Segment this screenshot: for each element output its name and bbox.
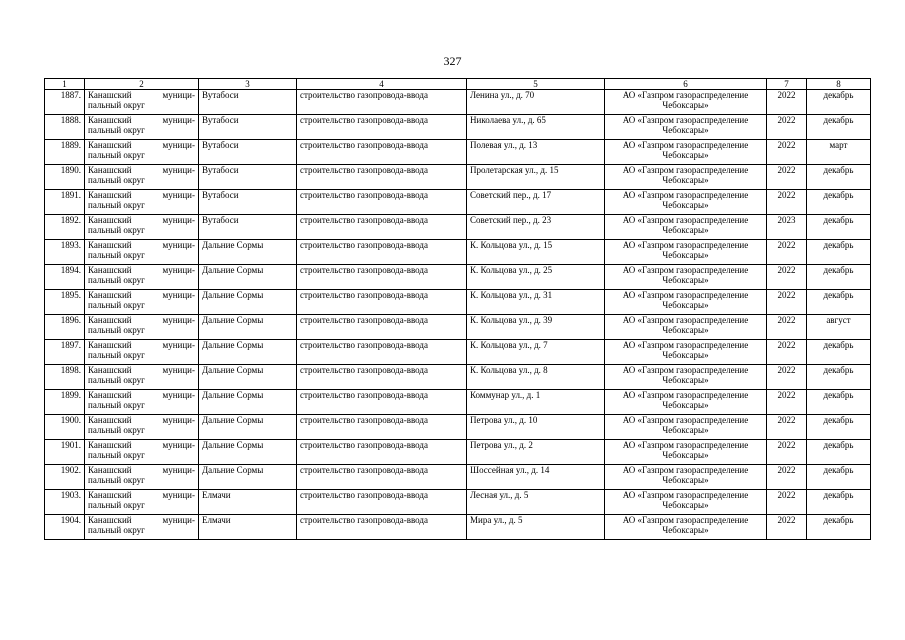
organization-cell [605,490,767,515]
settlement-cell: Вутабоси [199,115,297,140]
organization-line-1: АО «Газпром газораспределение [622,290,749,300]
table-row [45,240,871,265]
settlement-cell: Елмачи [199,515,297,540]
district-suffix: пальный округ [88,200,145,210]
row-number: 1898. [45,365,85,390]
table-row [45,215,871,240]
year-cell: 2022 [767,390,807,415]
district-suffix: пальный округ [88,525,145,535]
organization-cell [605,265,767,290]
organization-cell [605,515,767,540]
address-cell: К. Кольцова ул., д. 7 [467,340,605,365]
table-row [45,115,871,140]
district-cell [85,90,199,115]
district-suffix: пальный округ [88,275,145,285]
settlement-cell: Елмачи [199,490,297,515]
district-hyphen-part: муници- [162,90,195,100]
district-name: Канашский [88,265,132,275]
district-cell [85,165,199,190]
row-number: 1890. [45,165,85,190]
organization-line-2: Чебоксары» [662,150,709,160]
district-cell [85,365,199,390]
table-row [45,440,871,465]
month-cell: август [807,315,871,340]
address-cell: Советский пер., д. 17 [467,190,605,215]
organization-line-2: Чебоксары» [662,475,709,485]
year-cell: 2022 [767,190,807,215]
work-type-cell: строительство газопровода-ввода [297,315,467,340]
header-cell: 4 [297,79,467,90]
header-cell: 3 [199,79,297,90]
district-name: Канашский [88,190,132,200]
district-suffix: пальный округ [88,350,145,360]
district-suffix: пальный округ [88,100,145,110]
organization-line-2: Чебоксары» [662,200,709,210]
work-type-cell: строительство газопровода-ввода [297,140,467,165]
year-cell: 2022 [767,365,807,390]
district-hyphen-part: муници- [162,515,195,525]
address-cell: Советский пер., д. 23 [467,215,605,240]
organization-line-1: АО «Газпром газораспределение [622,265,749,275]
district-cell [85,415,199,440]
district-suffix: пальный округ [88,125,145,135]
organization-line-2: Чебоксары» [662,350,709,360]
organization-line-2: Чебоксары» [662,275,709,285]
header-cell: 5 [467,79,605,90]
settlement-cell: Вутабоси [199,90,297,115]
organization-line-1: АО «Газпром газораспределение [622,315,749,325]
organization-cell [605,215,767,240]
month-cell: декабрь [807,465,871,490]
organization-line-1: АО «Газпром газораспределение [622,215,749,225]
table-row [45,165,871,190]
header-cell: 8 [807,79,871,90]
table-row [45,365,871,390]
work-type-cell: строительство газопровода-ввода [297,115,467,140]
row-number: 1900. [45,415,85,440]
month-cell: декабрь [807,440,871,465]
year-cell: 2023 [767,215,807,240]
district-cell [85,215,199,240]
year-cell: 2022 [767,90,807,115]
settlement-cell: Дальние Сормы [199,365,297,390]
organization-line-1: АО «Газпром газораспределение [622,190,749,200]
district-cell [85,115,199,140]
district-hyphen-part: муници- [162,340,195,350]
address-cell: Пролетарская ул., д. 15 [467,165,605,190]
district-cell [85,340,199,365]
organization-cell [605,415,767,440]
table-row [45,490,871,515]
district-name: Канашский [88,490,132,500]
organization-line-1: АО «Газпром газораспределение [622,515,749,525]
year-cell: 2022 [767,240,807,265]
table-row [45,315,871,340]
work-type-cell: строительство газопровода-ввода [297,290,467,315]
settlement-cell: Дальние Сормы [199,290,297,315]
organization-line-2: Чебоксары» [662,125,709,135]
row-number: 1894. [45,265,85,290]
organization-cell [605,90,767,115]
work-type-cell: строительство газопровода-ввода [297,390,467,415]
organization-line-1: АО «Газпром газораспределение [622,415,749,425]
year-cell: 2022 [767,415,807,440]
district-name: Канашский [88,515,132,525]
organization-cell [605,290,767,315]
month-cell: декабрь [807,90,871,115]
district-cell [85,240,199,265]
district-suffix: пальный округ [88,375,145,385]
header-row [45,79,871,90]
organization-line-2: Чебоксары» [662,400,709,410]
organization-cell [605,390,767,415]
header-cell: 7 [767,79,807,90]
district-hyphen-part: муници- [162,390,195,400]
month-cell: декабрь [807,415,871,440]
district-hyphen-part: муници- [162,215,195,225]
district-cell [85,465,199,490]
table-row [45,340,871,365]
district-hyphen-part: муници- [162,115,195,125]
district-name: Канашский [88,90,132,100]
row-number: 1901. [45,440,85,465]
page-number: 327 [443,54,462,68]
year-cell: 2022 [767,315,807,340]
row-number: 1892. [45,215,85,240]
row-number: 1891. [45,190,85,215]
settlement-cell: Дальние Сормы [199,315,297,340]
month-cell: декабрь [807,165,871,190]
organization-line-2: Чебоксары» [662,525,709,535]
organization-line-1: АО «Газпром газораспределение [622,365,749,375]
address-cell: Лесная ул., д. 5 [467,490,605,515]
organization-line-2: Чебоксары» [662,175,709,185]
year-cell: 2022 [767,165,807,190]
settlement-cell: Вутабоси [199,190,297,215]
table-row [45,265,871,290]
organization-line-2: Чебоксары» [662,250,709,260]
organization-line-2: Чебоксары» [662,100,709,110]
table-row [45,465,871,490]
district-cell [85,190,199,215]
address-cell: Коммунар ул., д. 1 [467,390,605,415]
district-suffix: пальный округ [88,400,145,410]
settlement-cell: Вутабоси [199,140,297,165]
month-cell: декабрь [807,215,871,240]
row-number: 1887. [45,90,85,115]
district-suffix: пальный округ [88,175,145,185]
address-cell: Шоссейная ул., д. 14 [467,465,605,490]
row-number: 1888. [45,115,85,140]
district-suffix: пальный округ [88,500,145,510]
year-cell: 2022 [767,265,807,290]
month-cell: март [807,140,871,165]
month-cell: декабрь [807,340,871,365]
table-row [45,515,871,540]
district-cell [85,290,199,315]
organization-cell [605,140,767,165]
district-suffix: пальный округ [88,150,145,160]
header-cell: 1 [45,79,85,90]
settlement-cell: Вутабоси [199,215,297,240]
organization-cell [605,440,767,465]
address-cell: Ленина ул., д. 70 [467,90,605,115]
address-cell: К. Кольцова ул., д. 25 [467,265,605,290]
work-type-cell: строительство газопровода-ввода [297,90,467,115]
district-name: Канашский [88,340,132,350]
district-suffix: пальный округ [88,325,145,335]
district-suffix: пальный округ [88,250,145,260]
organization-line-1: АО «Газпром газораспределение [622,140,749,150]
district-name: Канашский [88,440,132,450]
district-name: Канашский [88,240,132,250]
row-number: 1895. [45,290,85,315]
organization-line-2: Чебоксары» [662,225,709,235]
year-cell: 2022 [767,440,807,465]
district-suffix: пальный округ [88,475,145,485]
settlement-cell: Дальние Сормы [199,240,297,265]
district-cell [85,490,199,515]
organization-cell [605,115,767,140]
district-hyphen-part: муници- [162,265,195,275]
row-number: 1899. [45,390,85,415]
header-cell: 2 [85,79,199,90]
district-name: Канашский [88,415,132,425]
organization-line-2: Чебоксары» [662,450,709,460]
organization-line-1: АО «Газпром газораспределение [622,465,749,475]
organization-line-2: Чебоксары» [662,500,709,510]
organization-line-1: АО «Газпром газораспределение [622,440,749,450]
address-cell: Петрова ул., д. 10 [467,415,605,440]
table-row [45,190,871,215]
table-row [45,290,871,315]
district-cell [85,315,199,340]
row-number: 1893. [45,240,85,265]
work-type-cell: строительство газопровода-ввода [297,440,467,465]
district-hyphen-part: муници- [162,440,195,450]
work-type-cell: строительство газопровода-ввода [297,240,467,265]
district-name: Канашский [88,290,132,300]
organization-line-2: Чебоксары» [662,425,709,435]
district-hyphen-part: муници- [162,190,195,200]
year-cell: 2022 [767,140,807,165]
work-type-cell: строительство газопровода-ввода [297,365,467,390]
row-number: 1904. [45,515,85,540]
row-number: 1896. [45,315,85,340]
district-suffix: пальный округ [88,300,145,310]
settlement-cell: Дальние Сормы [199,465,297,490]
table-row [45,415,871,440]
table-row [45,140,871,165]
district-cell [85,140,199,165]
month-cell: декабрь [807,115,871,140]
address-cell: Петрова ул., д. 2 [467,440,605,465]
organization-line-2: Чебоксары» [662,325,709,335]
organization-line-1: АО «Газпром газораспределение [622,390,749,400]
organization-line-1: АО «Газпром газораспределение [622,90,749,100]
organization-line-2: Чебоксары» [662,300,709,310]
organization-line-2: Чебоксары» [662,375,709,385]
district-hyphen-part: муници- [162,240,195,250]
month-cell: декабрь [807,240,871,265]
district-name: Канашский [88,465,132,475]
year-cell: 2022 [767,490,807,515]
district-name: Канашский [88,165,132,175]
work-type-cell: строительство газопровода-ввода [297,265,467,290]
district-hyphen-part: муници- [162,490,195,500]
settlement-cell: Дальние Сормы [199,265,297,290]
row-number: 1902. [45,465,85,490]
settlement-cell: Вутабоси [199,165,297,190]
settlement-cell: Дальние Сормы [199,340,297,365]
district-name: Канашский [88,140,132,150]
work-type-cell: строительство газопровода-ввода [297,190,467,215]
organization-cell [605,165,767,190]
district-hyphen-part: муници- [162,290,195,300]
year-cell: 2022 [767,115,807,140]
district-hyphen-part: муници- [162,140,195,150]
organization-line-1: АО «Газпром газораспределение [622,490,749,500]
address-cell: К. Кольцова ул., д. 31 [467,290,605,315]
address-cell: К. Кольцова ул., д. 8 [467,365,605,390]
address-cell: Мира ул., д. 5 [467,515,605,540]
organization-cell [605,240,767,265]
district-name: Канашский [88,115,132,125]
organization-cell [605,340,767,365]
organization-cell [605,365,767,390]
district-hyphen-part: муници- [162,465,195,475]
district-hyphen-part: муници- [162,365,195,375]
organization-line-1: АО «Газпром газораспределение [622,240,749,250]
header-cell: 6 [605,79,767,90]
settlement-cell: Дальние Сормы [199,390,297,415]
year-cell: 2022 [767,340,807,365]
settlement-cell: Дальние Сормы [199,440,297,465]
month-cell: декабрь [807,515,871,540]
district-hyphen-part: муници- [162,165,195,175]
work-type-cell: строительство газопровода-ввода [297,340,467,365]
month-cell: декабрь [807,265,871,290]
work-type-cell: строительство газопровода-ввода [297,490,467,515]
work-type-cell: строительство газопровода-ввода [297,415,467,440]
table-row [45,90,871,115]
year-cell: 2022 [767,465,807,490]
registry-table [44,78,871,540]
work-type-cell: строительство газопровода-ввода [297,465,467,490]
district-name: Канашский [88,215,132,225]
district-hyphen-part: муници- [162,415,195,425]
district-cell [85,390,199,415]
district-name: Канашский [88,315,132,325]
table-row [45,390,871,415]
year-cell: 2022 [767,290,807,315]
address-cell: К. Кольцова ул., д. 39 [467,315,605,340]
address-cell: Николаева ул., д. 65 [467,115,605,140]
month-cell: декабрь [807,490,871,515]
district-suffix: пальный округ [88,450,145,460]
district-suffix: пальный округ [88,225,145,235]
row-number: 1903. [45,490,85,515]
district-cell [85,265,199,290]
address-cell: Полевая ул., д. 13 [467,140,605,165]
organization-line-1: АО «Газпром газораспределение [622,340,749,350]
district-hyphen-part: муници- [162,315,195,325]
year-cell: 2022 [767,515,807,540]
district-name: Канашский [88,365,132,375]
district-suffix: пальный округ [88,425,145,435]
work-type-cell: строительство газопровода-ввода [297,165,467,190]
organization-cell [605,465,767,490]
month-cell: декабрь [807,365,871,390]
district-cell [85,440,199,465]
month-cell: декабрь [807,390,871,415]
organization-line-1: АО «Газпром газораспределение [622,115,749,125]
organization-line-1: АО «Газпром газораспределение [622,165,749,175]
month-cell: декабрь [807,190,871,215]
organization-cell [605,190,767,215]
work-type-cell: строительство газопровода-ввода [297,215,467,240]
district-cell [85,515,199,540]
settlement-cell: Дальние Сормы [199,415,297,440]
month-cell: декабрь [807,290,871,315]
work-type-cell: строительство газопровода-ввода [297,515,467,540]
organization-cell [605,315,767,340]
address-cell: К. Кольцова ул., д. 15 [467,240,605,265]
district-name: Канашский [88,390,132,400]
row-number: 1897. [45,340,85,365]
row-number: 1889. [45,140,85,165]
